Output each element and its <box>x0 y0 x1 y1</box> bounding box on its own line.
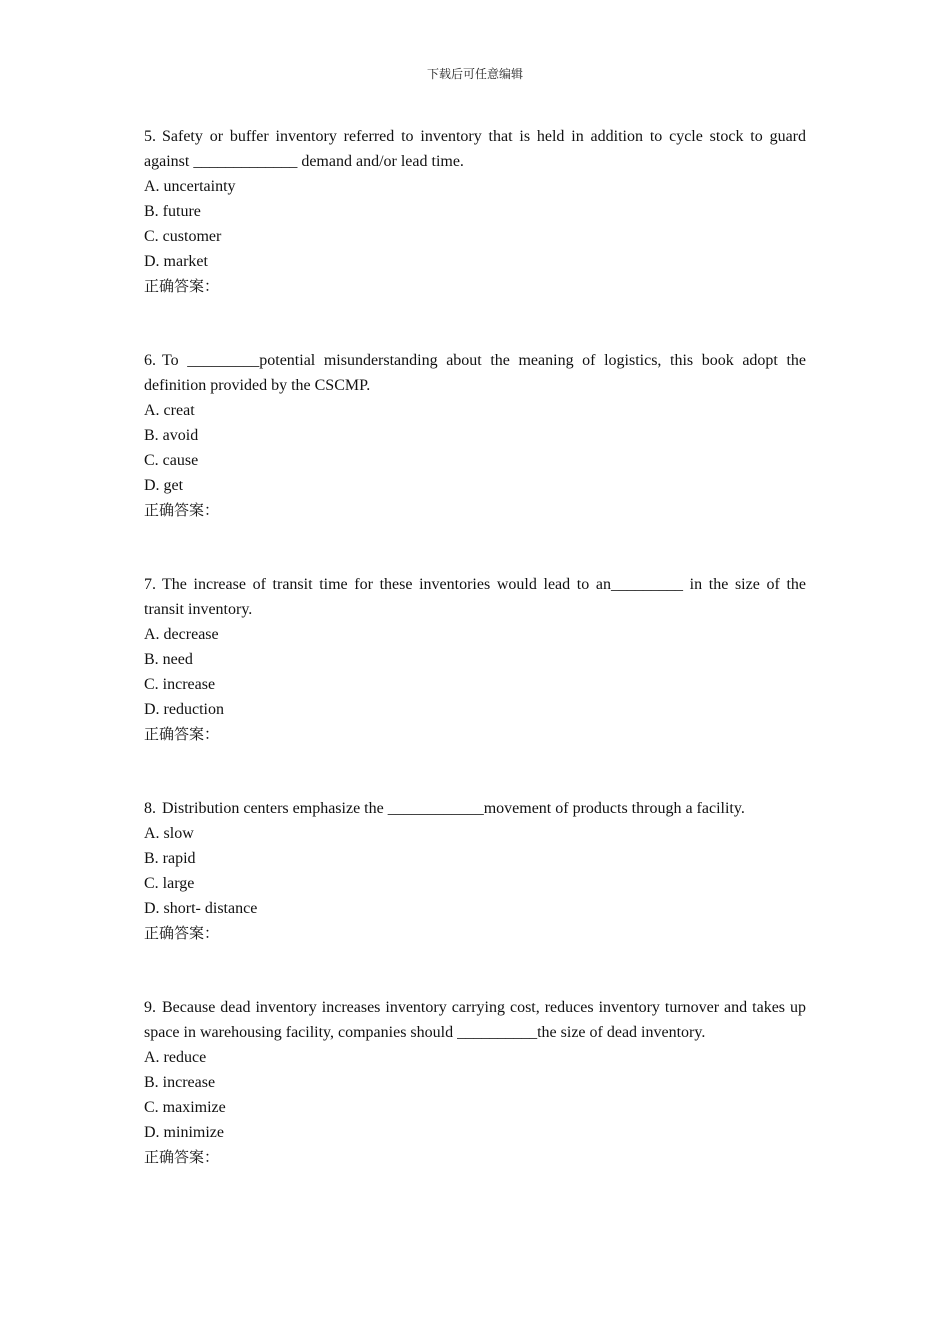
question-5 <box>144 124 806 299</box>
question-number: 5. <box>144 128 156 145</box>
answer-label: 正确答案： <box>144 924 220 942</box>
option-a: A. reduce <box>144 1049 207 1066</box>
question-stem <box>144 348 806 398</box>
question-8 <box>144 796 806 946</box>
option-c: C. increase <box>144 676 216 693</box>
option-d: D. short- distance <box>144 900 258 917</box>
option-c: C. maximize <box>144 1099 226 1116</box>
option-a: A. decrease <box>144 626 219 643</box>
option-c: C. customer <box>144 228 222 245</box>
question-number: 8. <box>144 800 156 817</box>
option-d: D. get <box>144 477 184 494</box>
question-stem <box>144 796 806 821</box>
question-number: 7. <box>144 576 156 593</box>
option-b: B. rapid <box>144 850 196 867</box>
option-a: A. slow <box>144 825 194 842</box>
option-c: C. cause <box>144 452 199 469</box>
option-b: B. future <box>144 203 201 220</box>
question-stem <box>144 572 806 622</box>
question-text: The increase of transit time for these inventories would lead to an_________ in the size of the transit inventory. <box>144 576 806 618</box>
question-text: Safety or buffer inventory referred to inventory that is held in addition to cycle stock to guard against _____________ demand and/or lead time. <box>144 128 806 170</box>
option-b: B. avoid <box>144 427 199 444</box>
question-number: 6. <box>144 352 156 369</box>
option-d: D. minimize <box>144 1124 224 1141</box>
answer-label: 正确答案： <box>144 277 220 295</box>
answer-label: 正确答案： <box>144 725 220 743</box>
question-6 <box>144 348 806 523</box>
question-text: Distribution centers emphasize the ____________movement of products through a facility. <box>162 800 745 817</box>
option-d: D. reduction <box>144 701 224 718</box>
question-text: To _________potential misunderstanding about the meaning of logistics, this book adopt the definition provided by the CSCMP. <box>144 352 806 394</box>
question-7 <box>144 572 806 747</box>
option-d: D. market <box>144 253 208 270</box>
answer-label: 正确答案： <box>144 1148 220 1166</box>
question-number: 9. <box>144 999 156 1016</box>
answer-label: 正确答案： <box>144 501 220 519</box>
option-a: A. uncertainty <box>144 178 236 195</box>
question-text: Because dead inventory increases inventory carrying cost, reduces inventory turnover and takes up space in warehousing facility, companies should __________the size of dead inventory. <box>144 999 806 1041</box>
question-stem <box>144 995 806 1045</box>
page-header: 下载后可任意编辑 <box>426 67 523 81</box>
option-a: A. creat <box>144 402 195 419</box>
question-9 <box>144 995 806 1170</box>
option-b: B. increase <box>144 1074 216 1091</box>
option-b: B. need <box>144 651 193 668</box>
question-stem <box>144 124 806 174</box>
option-c: C. large <box>144 875 195 892</box>
